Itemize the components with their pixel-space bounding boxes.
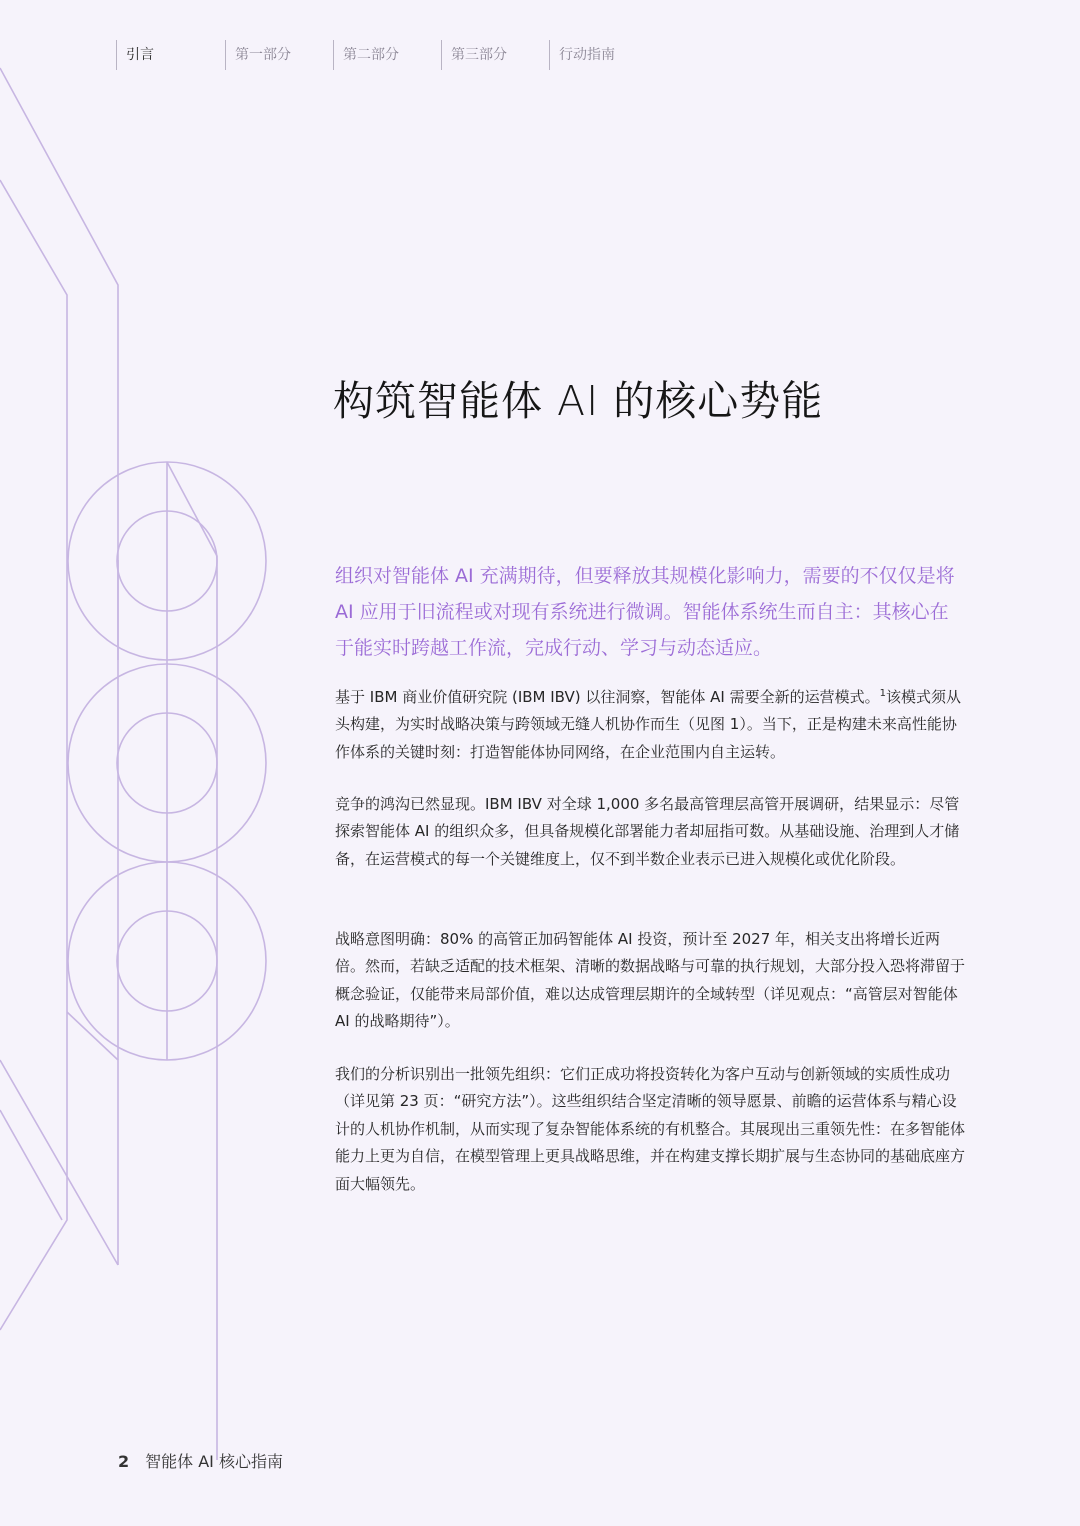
nav-tab-introduction[interactable]: 引言 xyxy=(116,40,154,70)
body-paragraph-4: 我们的分析识别出一批领先组织：它们正成功将投资转化为客户互动与创新领域的实质性成功（详见第 23 页：“研究方法”）。这些组织结合坚定清晰的领导愿景、前瞻的运营体系与精心设计的人机协作机制，从而实现了复杂智能体系统的有机整合。其展现出三重领先性：在多智能体能力上更为自信，在模型管理上更具战略思维，并在构建支撑长期扩展与生态协同的基础底座方面大幅领先。 xyxy=(335,1065,966,1193)
footnote-ref[interactable]: 1 xyxy=(879,688,886,699)
paragraph-1-text-a: 基于 IBM 商业价值研究院 (IBM IBV) 以往洞察，智能体 AI 需要全新的运营模式。 xyxy=(335,688,880,706)
nav-tab-part-three[interactable]: 第三部分 xyxy=(441,40,507,70)
nav-tab-part-two[interactable]: 第二部分 xyxy=(333,40,399,70)
body-paragraph-2: 竞争的鸿沟已然显现。IBM IBV 对全球 1,000 多名最高管理层高管开展调研，结果显示：尽管探索智能体 AI 的组织众多，但具备规模化部署能力者却屈指可数。从基础设施、治理到人才储备，在运营模式的每一个关键维度上，仅不到半数企业表示已进入规模化或优化阶段。 xyxy=(335,795,960,868)
page-footer xyxy=(118,1449,283,1472)
paragraph-1-text-b: 该模式须从头构建，为实时战略决策与跨领域无缝人机协作而生（见图 1）。当下，正是构建未来高性能协作体系的关键时刻：打造智能体协同网络，在企业范围内自主运转。 xyxy=(335,688,961,761)
lead-paragraph: 组织对智能体 AI 充满期待，但要释放其规模化影响力，需要的不仅仅是将 AI 应用于旧流程或对现有系统进行微调。智能体系统生而自主：其核心在于能实时跨越工作流，完成行动、学习与动态适应。 xyxy=(335,565,955,659)
nav-tab-part-one[interactable]: 第一部分 xyxy=(225,40,291,70)
body-paragraph-3: 战略意图明确：80% 的高管正加码智能体 AI 投资，预计至 2027 年，相关支出将增长近两倍。然而，若缺乏适配的技术框架、清晰的数据战略与可靠的执行规划，大部分投入恐将滞留于概念验证，仅能带来局部价值，难以达成管理层期许的全域转型（详见观点：“高管层对智能体 AI 的战略期待”）。 xyxy=(335,930,966,1031)
footer-doc-title: 智能体 AI 核心指南 xyxy=(145,1452,283,1471)
nav-tab-action-guide[interactable]: 行动指南 xyxy=(549,40,615,70)
section-navigation xyxy=(116,40,676,72)
page-title: 构筑智能体 AI 的核心势能 xyxy=(333,377,824,425)
page-number: 2 xyxy=(118,1452,130,1471)
body-paragraph-1 xyxy=(335,684,967,766)
